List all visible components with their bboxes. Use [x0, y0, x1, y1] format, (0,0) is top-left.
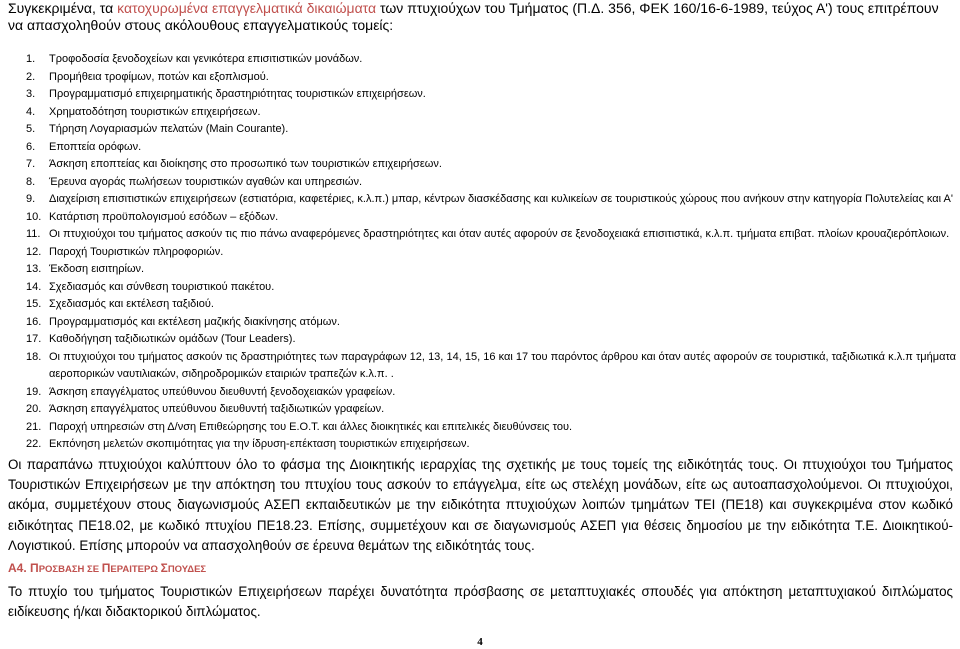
list-item-number: 11. — [26, 228, 41, 240]
heading-cap: Π — [101, 561, 111, 575]
list-item — [0, 156, 956, 174]
heading-smallcaps: ΡΟΣΒΑΣΗ — [38, 564, 88, 575]
list-item — [0, 191, 956, 209]
list-item-text: Σχεδιασμός και εκτέλεση ταξιδιού. — [49, 298, 214, 310]
postgraduate-paragraph: Το πτυχίο του τμήματος Τουριστικών Επιχειρήσεων παρέχει δυνατότητα πρόσβασης σε μεταπτυχιακές σπουδές για απόκτηση μεταπτυχιακού διπλώματος ειδίκευσης ή/και διδακτορικού διπλώματος. — [8, 584, 953, 619]
list-item-text: Καθοδήγηση ταξιδιωτικών ομάδων (Tour Leaders). — [49, 333, 296, 345]
list-item-number: 2. — [26, 70, 36, 83]
list-item — [0, 139, 956, 157]
professional-rights-link[interactable]: κατοχυρωμένα επαγγελματικά δικαιώματα — [117, 0, 377, 16]
list-item-text: Άσκηση εποπτείας και διοίκησης στο προσωπικό των τουριστικών επιχειρήσεων. — [49, 158, 442, 170]
section-heading-a4 — [8, 560, 206, 578]
list-item-text: Τήρηση Λογαριασμών πελατών (Main Courante). — [49, 123, 289, 135]
list-item-text: Προγραμματισμός και εκτέλεση μαζικής διακίνησης ατόμων. — [49, 315, 340, 328]
list-item — [0, 104, 956, 122]
list-item-text: Έρευνα αγοράς πωλήσεων τουριστικών αγαθών και υπηρεσιών. — [49, 175, 363, 188]
list-item-number: 9. — [26, 193, 36, 205]
list-item-text: Παροχή υπηρεσιών στη Δ/νση Επιθεώρησης του Ε.Ο.Τ. και άλλες διοικητικές και επιτελικές διευθύνσεις του. — [49, 420, 573, 433]
list-item-text: Σχεδιασμός και σύνθεση τουριστικού πακέτου. — [49, 280, 275, 293]
intro-text-start: Συγκεκριμένα, τα — [8, 0, 118, 16]
list-item — [0, 419, 956, 437]
list-item — [0, 226, 956, 244]
list-item — [0, 384, 956, 402]
list-item-number: 5. — [26, 123, 36, 135]
list-item-number: 3. — [26, 88, 36, 100]
list-item-number: 14. — [26, 280, 42, 293]
heading-smallcaps: ΕΡΑΙΤΕΡΩ — [110, 564, 161, 575]
list-item-number: 12. — [26, 245, 42, 258]
list-item — [0, 86, 956, 104]
list-item — [0, 314, 956, 332]
list-item — [0, 261, 956, 279]
list-item-text: Τροφοδοσία ξενοδοχείων και γενικότερα επισιτιστικών μονάδων. — [49, 53, 363, 65]
list-item — [0, 279, 956, 297]
heading-cap: Σ — [160, 561, 168, 575]
list-item — [0, 436, 956, 454]
list-item-number: 10. — [26, 210, 42, 223]
list-item-text: Εκπόνηση μελετών σκοπιμότητας για την ίδρυση-επέκταση τουριστικών επιχειρήσεων. — [49, 438, 470, 450]
list-item — [0, 401, 956, 419]
list-item-number: 15. — [26, 298, 42, 310]
intro-text-end: των πτυχιούχων του Τμήματος (Π.Δ. 356, ΦΕΚ 160/16-6-1989, τεύχος Α') τους επιτρέπουν να απασχοληθούν στους ακόλουθους επαγγελματικούς τομείς: — [8, 0, 939, 33]
heading-smallcaps: ΠΟΥΔΕΣ — [167, 564, 207, 575]
list-item-text: Παροχή Τουριστικών πληροφοριών. — [49, 245, 224, 258]
list-item-text: Άσκηση επαγγέλματος υπεύθυνου διευθυντή ξενοδοχειακών γραφείων. — [49, 385, 396, 398]
list-item-number: 16. — [26, 315, 42, 328]
list-item-text: Οι πτυχιούχοι του τμήματος ασκούν τις δραστηριότητες των παραγράφων 12, 13, 14, 15, 16 και 17 του παρόντος άρθρου και όταν αυτές αφορούν σε τουριστικά, ταξιδιωτικά κ.λ.π τμήματα αεροπορικών ναυτιλιακών, σιδηροδρομικών εταιριών τραπεζών κ.λ.π. . — [49, 350, 956, 380]
graduates-paragraph: Οι παραπάνω πτυχιούχοι καλύπτουν όλο το φάσμα της Διοικητικής ιεραρχίας της σχετικής με τους τομείς της ειδικότητάς τους. Οι πτυχιούχοι του Τμήματος Τουριστικών Επιχειρήσεων με την απόκτηση του πτυχίου τους ασκούν το επάγγελμα, είτε ως στελέχη μονάδων, είτε ως αυτοαπασχολούμενοι. Οι πτυχιούχοι, ακόμα, συμμετέχουν στους διαγωνισμούς ΑΣΕΠ εκπαιδευτικών με την ειδικότητα πτυχιούχων λοιπών τμημάτων ΤΕΙ (ΠΕ18) και συγκεκριμένα στον κωδικό ειδικότητας ΠΕ18.02, με κωδικό πτυχίου ΠΕ18.23. Επίσης, συμμετέχουν και σε διαγωνισμούς ΑΣΕΠ για θέσεις δημοσίου με την ειδικότητα Τ.Ε. Διοικητικού-Λογιστικού. Επίσης μπορούν να απασχοληθούν σε έρευνα θεμάτων της ειδικότητάς τους. — [8, 457, 953, 553]
list-item-number: 7. — [26, 158, 36, 170]
list-item — [0, 331, 956, 349]
list-item-text: Εποπτεία ορόφων. — [49, 140, 142, 153]
list-item-number: 6. — [26, 140, 36, 153]
list-item-number: 1. — [26, 53, 36, 65]
list-item-number: 22. — [26, 438, 42, 450]
list-item — [0, 296, 956, 314]
list-item-number: 19. — [26, 385, 42, 398]
list-item — [0, 174, 956, 192]
heading-number: Α4. — [8, 561, 31, 575]
list-item-text: Χρηματοδότηση τουριστικών επιχειρήσεων. — [49, 105, 261, 118]
professional-duties-list — [0, 51, 956, 454]
list-item-number: 13. — [26, 263, 42, 275]
list-item — [0, 244, 956, 262]
list-item-text: Προγραμματισμό επιχειρηματικής δραστηριότητας τουριστικών επιχειρήσεων. — [49, 88, 426, 100]
heading-cap: Π — [30, 561, 39, 575]
list-item-number: 4. — [26, 105, 36, 118]
list-item — [0, 209, 956, 227]
intro-paragraph — [8, 0, 953, 34]
list-item — [0, 349, 956, 384]
list-item-text: Προμήθεια τροφίμων, ποτών και εξοπλισμού. — [49, 70, 269, 83]
list-item — [0, 51, 956, 69]
page-number: 4 — [477, 636, 483, 648]
list-item — [0, 121, 956, 139]
list-item-number: 17. — [26, 333, 42, 345]
list-item-text: Έκδοση εισιτηρίων. — [49, 263, 145, 275]
list-item-text: Διαχείριση επισιτιστικών επιχειρήσεων (εστιατόρια, καφετέριες, κ.λ.π.) μπαρ, κέντρων διασκέδασης και κυλικείων σε τουριστικούς χώρους που ανήκουν στην κατηγορία Πολυτελείας και Α' — [49, 193, 953, 205]
list-item-number: 18. — [26, 350, 42, 363]
list-item-number: 20. — [26, 403, 42, 415]
list-item-number: 21. — [26, 420, 42, 433]
list-item-text: Οι πτυχιούχοι του τμήματος ασκούν τις πιο πάνω αναφερόμενες δραστηριότητες και όταν αυτές αφορούν σε ξενοδοχειακά επισιτιστικά, κ.λ.π. τμήματα επιβατ. πλοίων κρουαζιερόπλοιων. — [49, 228, 950, 240]
list-item — [0, 69, 956, 87]
heading-smallcaps: ΣΕ — [87, 564, 102, 575]
list-item-text: Κατάρτιση προϋπολογισμού εσόδων – εξόδων. — [49, 210, 279, 223]
list-item-text: Άσκηση επαγγέλματος υπεύθυνου διευθυντή ταξιδιωτικών γραφείων. — [49, 403, 385, 415]
list-item-number: 8. — [26, 175, 36, 188]
